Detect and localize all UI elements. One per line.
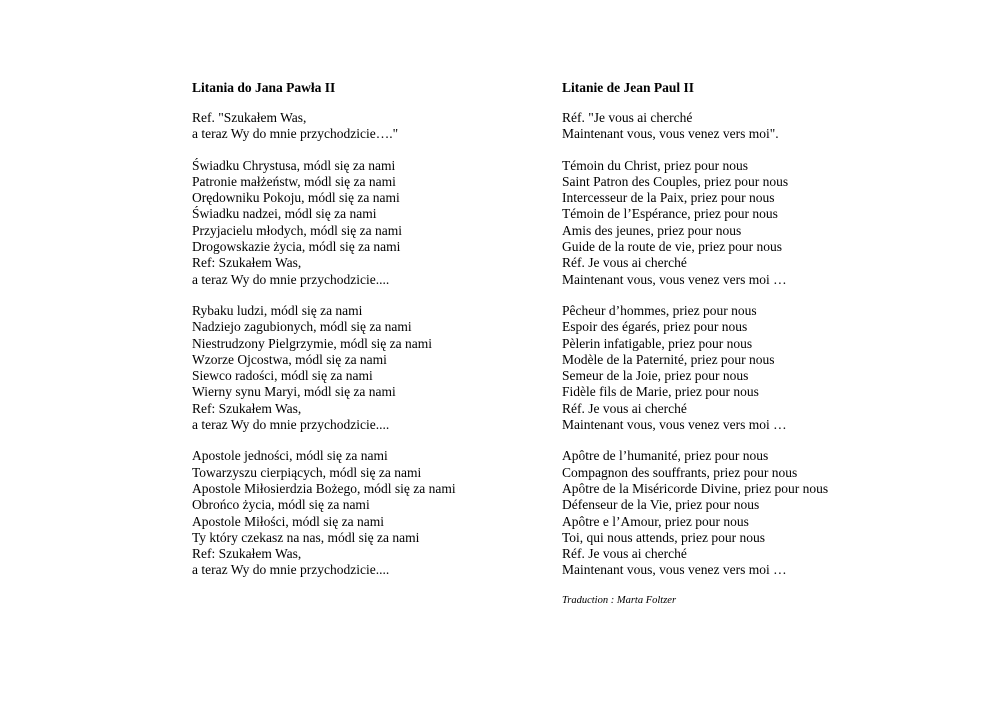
polish-stanza-1 [192,158,532,288]
litany-line: Apostole Miłości, módl się za nami [192,513,384,529]
litany-line: Apostole jedności, módl się za nami [192,448,388,464]
translator-credit: Traduction : Marta Foltzer [562,594,677,606]
litany-line: Toi, qui nous attends, priez pour nous [562,529,766,545]
litany-line: Siewco radości, módl się za nami [192,368,373,384]
litany-line: a teraz Wy do mnie przychodzicie.... [192,271,390,287]
french-column [562,80,892,608]
litany-line: Modèle de la Paternité, priez pour nous [562,351,775,367]
french-title: Litanie de Jean Paul II [562,80,695,95]
litany-line: Apôtre de l’humanité, priez pour nous [562,448,769,464]
litany-line: Maintenant vous, vous venez vers moi … [562,417,787,433]
litany-line: Świadku Chrystusa, módl się za nami [192,157,396,173]
litany-line: Compagnon des souffrants, priez pour nous [562,464,798,480]
litany-line: Towarzyszu cierpiących, módl się za nami [192,464,422,480]
litany-line: Przyjacielu młodych, módl się za nami [192,222,402,238]
polish-stanza-3 [192,448,532,578]
litany-line: Drogowskazie życia, módl się za nami [192,239,401,255]
french-refrain [562,110,892,143]
litany-line: Intercesseur de la Paix, priez pour nous [562,190,775,206]
french-stanza-3 [562,448,892,578]
refrain-line: a teraz Wy do mnie przychodzicie…." [192,126,399,142]
refrain-line: Réf. "Je vous ai cherché [562,110,693,125]
litany-line: Apôtre e l’Amour, priez pour nous [562,513,749,529]
litany-line: Défenseur de la Vie, priez pour nous [562,497,760,513]
litany-line: Pèlerin infatigable, priez pour nous [562,335,753,351]
litany-line: Niestrudzony Pielgrzymie, módl się za nami [192,335,432,351]
litany-line: Maintenant vous, vous venez vers moi … [562,271,787,287]
litany-line: Espoir des égarés, priez pour nous [562,319,748,335]
polish-column [192,80,532,594]
polish-refrain [192,110,532,143]
litany-line: Fidèle fils de Marie, priez pour nous [562,384,759,400]
french-stanza-1 [562,158,892,288]
litany-line: Orędowniku Pokoju, módl się za nami [192,190,400,206]
litany-line: Ref: Szukałem Was, [192,255,302,271]
litany-line: a teraz Wy do mnie przychodzicie.... [192,562,390,578]
litany-line: Réf. Je vous ai cherché [562,546,687,562]
litany-line: Maintenant vous, vous venez vers moi … [562,562,787,578]
litany-line: Saint Patron des Couples, priez pour nous [562,173,789,189]
litany-line: Świadku nadzei, módl się za nami [192,206,377,222]
litany-line: Pêcheur d’hommes, priez pour nous [562,302,757,318]
litany-line: Obrońco życia, módl się za nami [192,497,370,513]
litany-line: Ref: Szukałem Was, [192,400,302,416]
litany-line: Réf. Je vous ai cherché [562,400,687,416]
litany-line: Wierny synu Maryi, módl się za nami [192,384,396,400]
litany-line: Apôtre de la Miséricorde Divine, priez pour nous [562,480,829,496]
litany-line: Guide de la route de vie, priez pour nous [562,239,783,255]
refrain-line: Maintenant vous, vous venez vers moi". [562,126,779,142]
litany-line: Patronie małżeństw, módl się za nami [192,173,396,189]
litany-line: Ty który czekasz na nas, módl się za nami [192,529,420,545]
litany-line: Témoin de l’Espérance, priez pour nous [562,206,778,222]
refrain-line: Ref. "Szukałem Was, [192,110,307,125]
litany-line: Nadziejo zagubionych, módl się za nami [192,319,412,335]
litany-line: a teraz Wy do mnie przychodzicie.... [192,417,390,433]
litany-line: Semeur de la Joie, priez pour nous [562,368,749,384]
litany-line: Ref: Szukałem Was, [192,546,302,562]
litany-line: Wzorze Ojcostwa, módl się za nami [192,351,387,367]
litany-line: Réf. Je vous ai cherché [562,255,687,271]
french-stanza-2 [562,303,892,433]
litany-line: Amis des jeunes, priez pour nous [562,222,742,238]
polish-stanza-2 [192,303,532,433]
litany-line: Apostole Miłosierdzia Bożego, módl się za nami [192,480,456,496]
polish-title: Litania do Jana Pawła II [192,80,336,95]
litany-line: Rybaku ludzi, módl się za nami [192,302,363,318]
litany-line: Témoin du Christ, priez pour nous [562,157,748,173]
